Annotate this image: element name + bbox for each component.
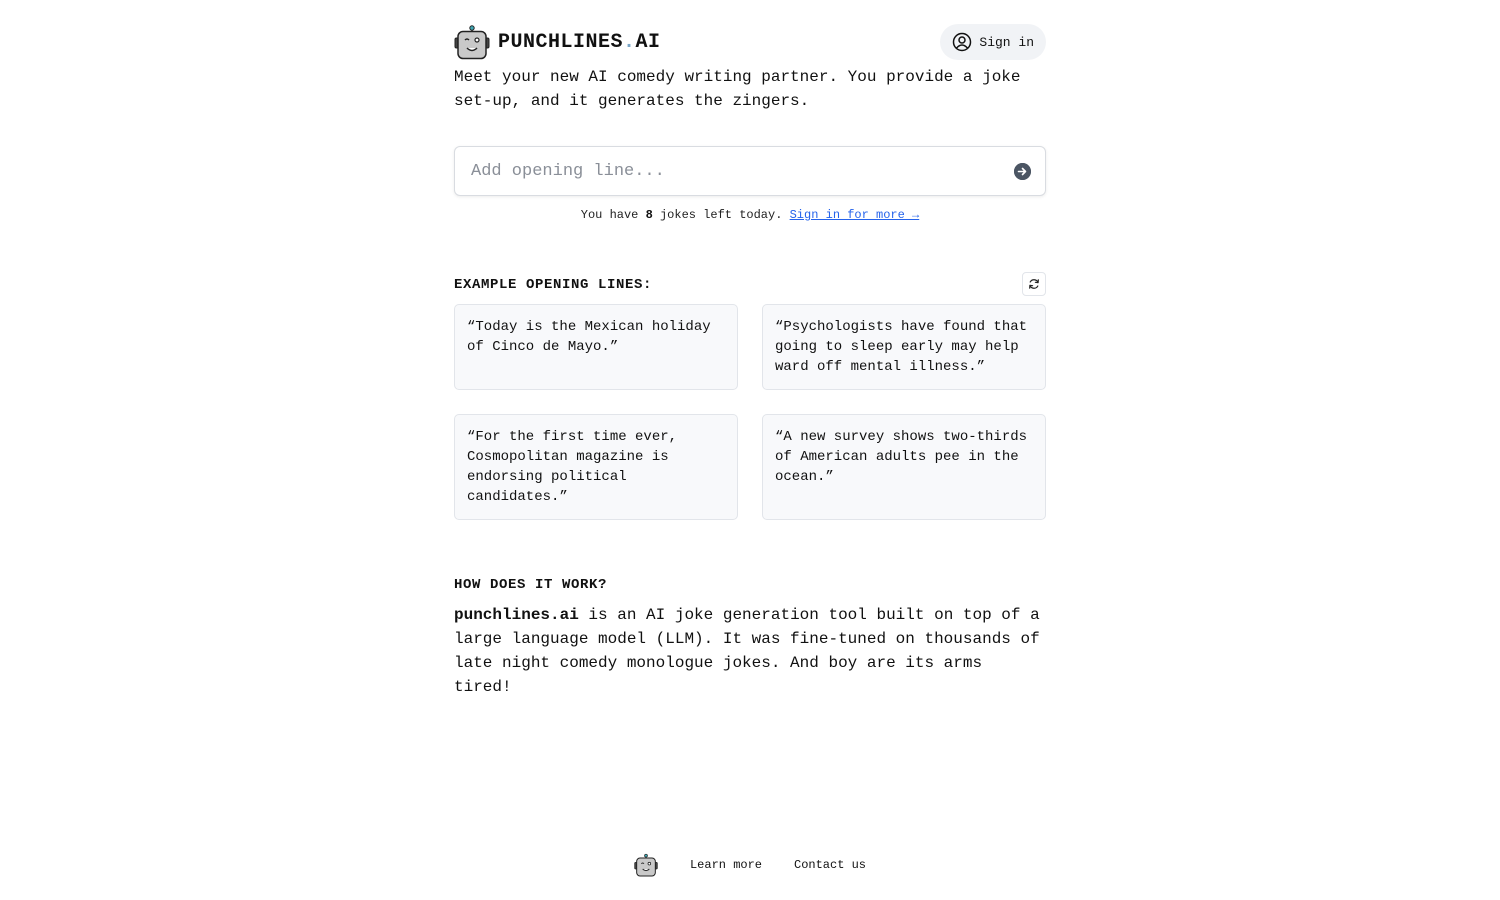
user-circle-icon [952, 32, 972, 52]
opening-line-box [454, 146, 1046, 196]
robot-logo-icon [454, 24, 490, 60]
footer-inner [634, 853, 866, 877]
examples-title: EXAMPLE OPENING LINES: [454, 277, 653, 293]
brand-name [498, 31, 661, 54]
example-card[interactable]: “Psychologists have found that going to sleep early may help ward off mental illness.” [762, 304, 1046, 390]
refresh-icon [1028, 278, 1040, 290]
brand-name-suffix: AI [635, 30, 661, 54]
example-card[interactable]: “Today is the Mexican holiday of Cinco de Mayo.” [454, 304, 738, 390]
quota-count: 8 [645, 208, 653, 222]
how-it-works-title: HOW DOES IT WORK? [454, 577, 608, 593]
sign-in-for-more-link[interactable]: Sign in for more → [789, 208, 920, 222]
how-brand: punchlines.ai [454, 606, 579, 624]
how-body-text: is an AI joke generation tool built on top of a large language model (LLM). It was fine-tuned on thousands of late night comedy monologue jokes. And boy are its arms tired! [454, 606, 1040, 696]
brand-name-dot: . [623, 30, 636, 54]
learn-more-link[interactable]: Learn more [689, 858, 762, 872]
example-card[interactable]: “A new survey shows two-thirds of American adults pee in the ocean.” [762, 414, 1046, 520]
brand-name-main: PUNCHLINES [498, 30, 624, 54]
arrow-right-circle-icon [1014, 163, 1031, 180]
submit-button[interactable] [1014, 163, 1031, 180]
robot-logo-icon[interactable] [634, 853, 658, 877]
footer [0, 852, 1500, 878]
contact-us-link[interactable]: Contact us [794, 858, 867, 872]
opening-line-input[interactable] [471, 147, 1001, 195]
quota-prefix: You have [580, 208, 646, 222]
quota-suffix: jokes left today. [652, 208, 790, 222]
example-card[interactable]: “For the first time ever, Cosmopolitan magazine is endorsing political candidates.” [454, 414, 738, 520]
sign-in-button[interactable] [940, 24, 1046, 60]
intro-text: Meet your new AI comedy writing partner. You provide a joke set-up, and it generates the zingers. [454, 68, 1021, 110]
header [454, 24, 1046, 60]
joke-quota [454, 207, 1046, 223]
refresh-examples-button[interactable] [1022, 272, 1046, 296]
how-it-works-body [454, 603, 1046, 699]
logo[interactable] [454, 24, 661, 60]
sign-in-label: Sign in [979, 34, 1034, 50]
